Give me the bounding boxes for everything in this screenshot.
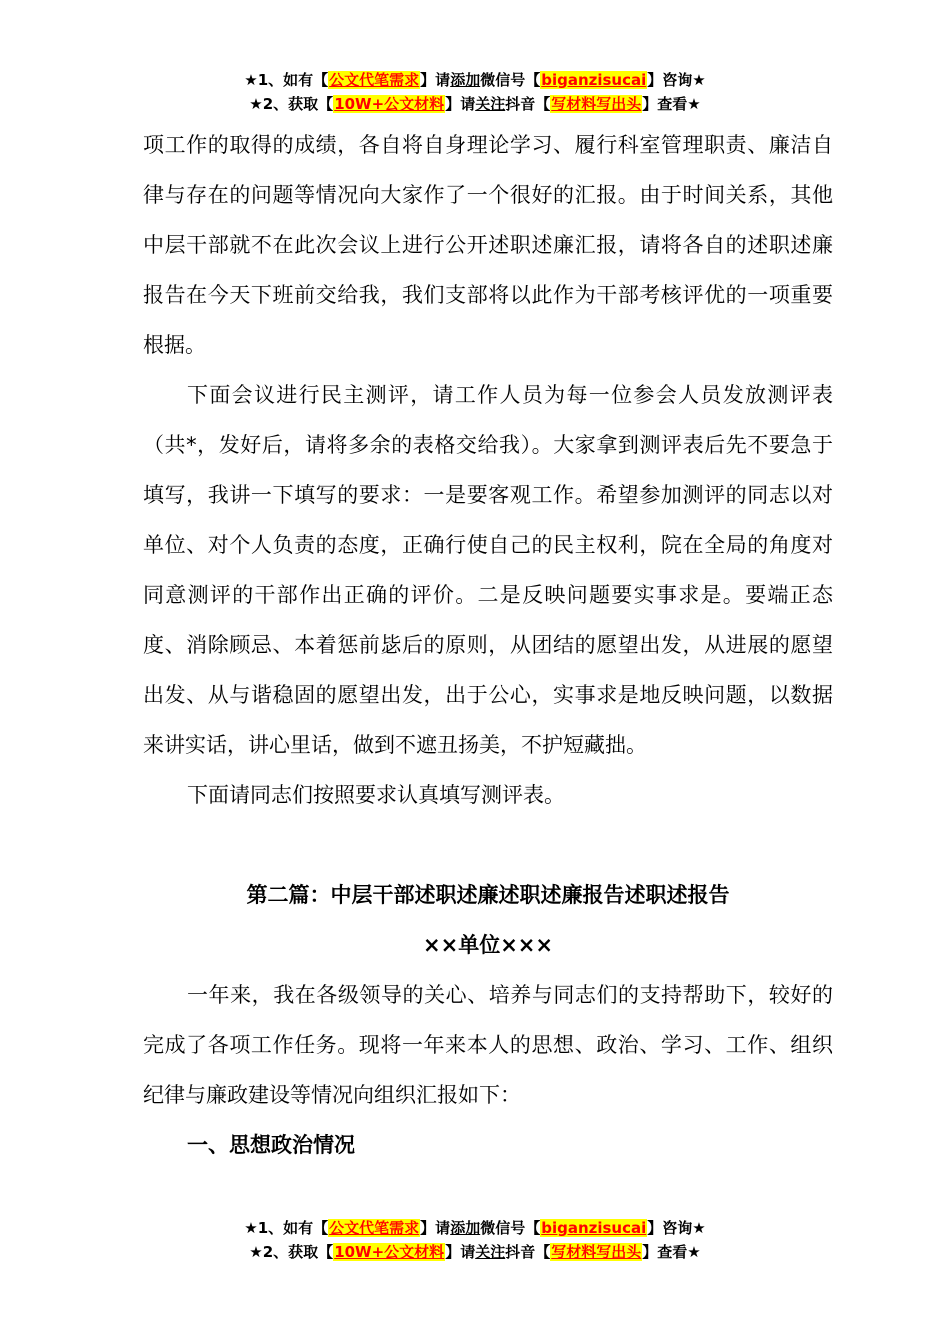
header-banner <box>0 68 950 116</box>
highlight-douyin: 写材料写出头 <box>551 1243 642 1261</box>
banner-line-2: ★2、获取【10W+公文材料】请关注抖音【写材料写出头】查看★ <box>249 95 701 113</box>
highlight-service: 公文代笔需求 <box>329 1219 420 1237</box>
section-subtitle: ××单位××× <box>423 933 553 957</box>
paragraph-3: 下面请同志们按照要求认真填写测评表。 <box>187 783 565 807</box>
section-spacer <box>143 820 833 870</box>
highlight-service: 公文代笔需求 <box>329 71 420 89</box>
banner-line-1: ★1、如有【公文代笔需求】请添加微信号【biganzisucai】咨询★ <box>244 71 706 89</box>
paragraph-2: 下面会议进行民主测评，请工作人员为每一位参会人员发放测评表（共*，发好后，请将多余的表格交给我）。大家拿到测评表后先不要急于填写，我讲一下填写的要求：一是要客观工作。希望参加测评的同志以对单位、对个人负责的态度，正确行使自己的民主权利，院在全局的角度对同意测评的干部作出正确的评价。二是反映问题要实事求是。要端正态度、消除顾忌、本着惩前毖后的原则，从团结的愿望出发，从进展的愿望出发、从与谐稳固的愿望出发，出于公心，实事求是地反映问题，以数据来讲实话，讲心里话，做到不遮丑扬美，不护短藏拙。 <box>143 383 833 757</box>
heading-1: 一、思想政治情况 <box>187 1133 355 1157</box>
highlight-wechat-id: biganzisucai <box>541 1219 647 1237</box>
paragraph-4: 一年来，我在各级领导的关心、培养与同志们的支持帮助下，较好的完成了各项工作任务。现将一年来本人的思想、政治、学习、工作、组织纪律与廉政建设等情况向组织汇报如下： <box>143 983 833 1107</box>
highlight-wechat-id: biganzisucai <box>541 71 647 89</box>
highlight-douyin: 写材料写出头 <box>551 95 642 113</box>
footer-banner <box>0 1216 950 1264</box>
document-body <box>143 120 833 1170</box>
highlight-materials: 10W+公文材料 <box>334 95 445 113</box>
paragraph-1: 项工作的取得的成绩，各自将自身理论学习、履行科室管理职责、廉洁自律与存在的问题等情况向大家作了一个很好的汇报。由于时间关系，其他中层干部就不在此次会议上进行公开述职述廉汇报，请将各自的述职述廉报告在今天下班前交给我，我们支部将以此作为干部考核评优的一项重要根据。 <box>143 133 833 357</box>
highlight-materials: 10W+公文材料 <box>334 1243 445 1261</box>
banner-line-2: ★2、获取【10W+公文材料】请关注抖音【写材料写出头】查看★ <box>249 1243 701 1261</box>
section-title: 第二篇：中层干部述职述廉述职述廉报告述职述报告 <box>246 883 730 907</box>
banner-line-1: ★1、如有【公文代笔需求】请添加微信号【biganzisucai】咨询★ <box>244 1219 706 1237</box>
